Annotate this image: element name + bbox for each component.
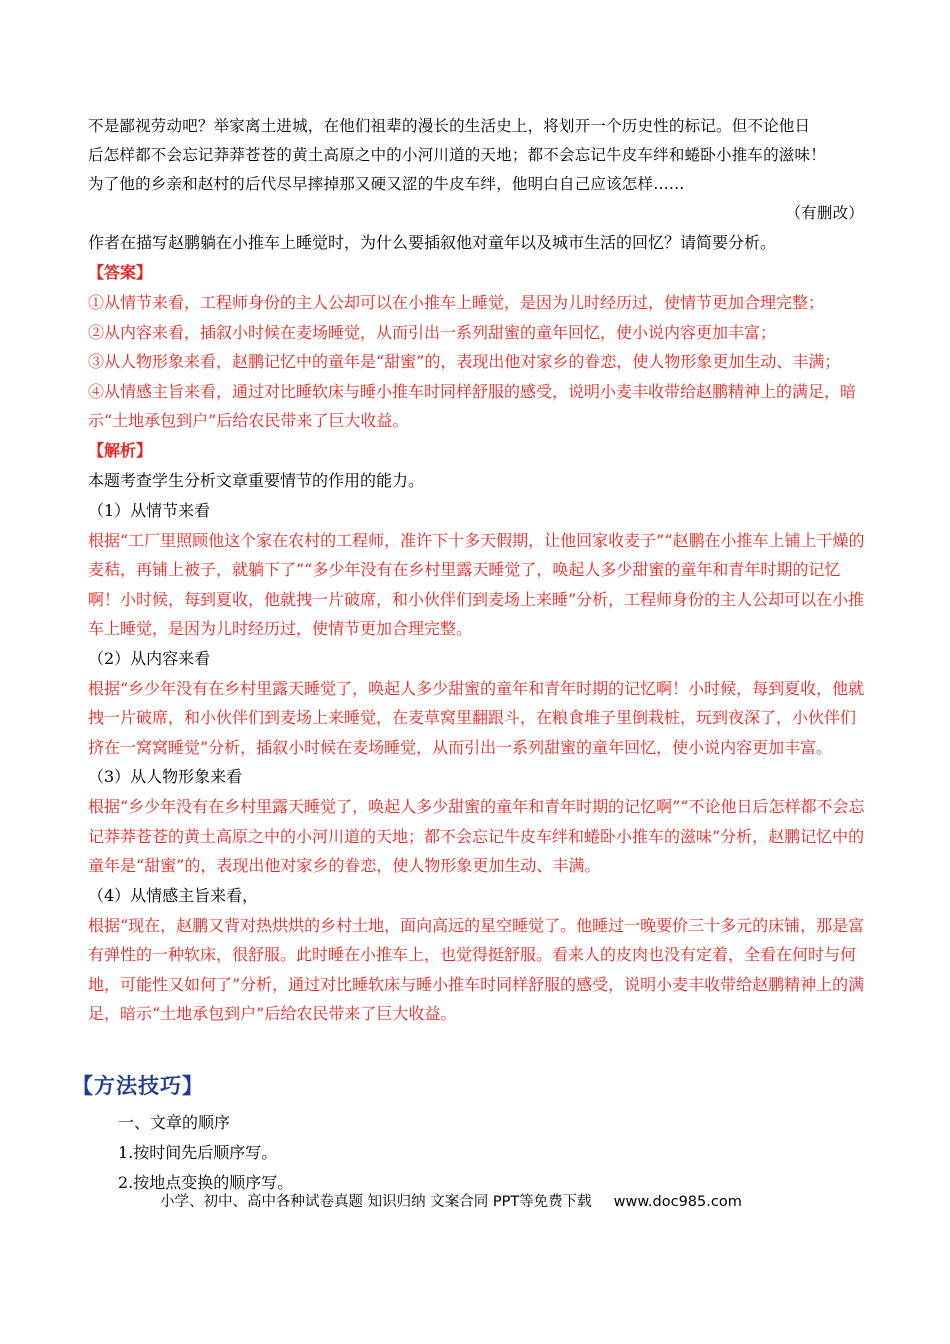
method-item: 2.按地点变换的顺序写。 [118,1173,294,1192]
analysis-heading-4: （4）从情感主旨来看， [88,885,259,905]
analysis-heading-2: （2）从内容来看 [88,648,211,668]
analysis-text-4: 根据“现在，赵鹏又背对热烘烘的乡村土地，面向高远的星空睡觉了。他睡过一晚要价三十多元的床铺，那是富有弹性的一种软床，很舒服。此时睡在小推车上，也觉得挺舒服。看来人的皮肉也没有定着，全看在何时与何地，可能性又如何了”分析，通过对比睡软床与睡小推车时同样舒服的感受，说明小麦丰收带给赵鹏精神上的满足，暗示“土地承包到户”后给农民带来了巨大收益。 [88,915,865,1023]
passage [88,112,866,228]
answer-item: ③从人物形象来看，赵鹏记忆中的童年是“甜蜜”的，表现出他对家乡的眷恋，使人物形象更加生动、丰满； [88,352,841,371]
page-footer [160,1190,742,1211]
analysis-intro: 本题考查学生分析文章重要情节的作用的能力。 [88,470,425,490]
analysis-heading-3: （3）从人物形象来看 [88,767,243,786]
document-body [88,112,866,1029]
answer-item: ①从情节来看，工程师身份的主人公却可以在小推车上睡觉，是因为儿时经历过，使情节更加合理完整； [88,293,825,312]
method-list [118,1108,293,1198]
method-item: 1.按时间先后顺序写。 [118,1143,278,1162]
analysis-tag: 【解析】 [88,440,153,460]
analysis-text-2: 根据“乡少年没有在乡村里露天睡觉了，唤起人多少甜蜜的童年和青年时期的记忆啊！小时候，每到夏收，他就拽一片破席，和小伙伴们到麦场上来睡觉，在麦草窝里翻跟斗，在粮食堆子里倒栽桩，玩到夜深了，小伙伴们挤在一窝窝睡觉”分析，插叙小时候在麦场睡觉，从而引出一系列甜蜜的童年回忆，使小说内容更加丰富。 [88,678,865,757]
answer-item: ④从情感主旨来看，通过对比睡软床与睡小推车时同样舒服的感受，说明小麦丰收带给赵鹏精神上的满足，暗示“土地承包到户”后给农民带来了巨大收益。 [88,381,857,430]
answer-tag: 【答案】 [88,263,153,282]
answer-item: ②从内容来看，插叙小时候在麦场睡觉，从而引出一系列甜蜜的童年回忆，使小说内容更加丰富； [88,322,777,342]
method-item: 一、文章的顺序 [118,1113,231,1132]
passage-line: 不是鄙视劳动吧？举家离土进城，在他们祖辈的漫长的生活史上，将划开一个历史性的标记。但不论他日 [88,117,811,135]
passage-line: 后怎样都不会忘记莽莽苍苍的黄土高原之中的小河川道的天地；都不会忘记牛皮车绊和蜷卧小推车的滋味！ [88,146,826,164]
analysis-text-1: 根据“工厂里照顾他这个家在农村的工程师，准许下十多天假期，让他回家收麦子”“赵鹏在小推车上铺上干燥的麦秸，再铺上被子，就躺下了”“多少年没有在乡村里露天睡觉了，唤起人多少甜蜜的童年和青年时期的记忆啊！小时候，每到夏收，他就拽一片破席，和小伙伴们到麦场上来睡”分析，工程师身份的主人公却可以在小推车上睡觉，是因为儿时经历过，使情节更加合理完整。 [88,530,865,638]
footer-site-link[interactable]: www.doc985.com [613,1194,742,1210]
passage-credit: （有删改） [785,204,864,222]
answer-list [88,288,866,436]
passage-line: 为了他的乡亲和赵村的后代尽早摔掉那又硬又涩的牛皮车绊，他明白自己应该怎样…… [88,175,685,193]
question-text: 作者在描写赵鹏躺在小推车上睡觉时，为什么要插叙他对童年以及城市生活的回忆？请简要分析。 [88,233,777,252]
method-title: 【方法技巧】 [72,1073,204,1098]
analysis-text-3: 根据“乡少年没有在乡村里露天睡觉了，唤起人多少甜蜜的童年和青年时期的记忆啊”“不论他日后怎样都不会忘记莽莽苍苍的黄土高原之中的小河川道的天地；都不会忘记牛皮车绊和蜷卧小推车的滋味”分析，赵鹏记忆中的童年是“甜蜜”的，表现出他对家乡的眷恋，使人物形象更加生动、丰满。 [88,797,865,875]
footer-text: 小学、初中、高中各种试卷真题 知识归纳 文案合同 PPT等免费下载 [160,1194,592,1210]
analysis-heading-1: （1）从情节来看 [88,500,211,520]
